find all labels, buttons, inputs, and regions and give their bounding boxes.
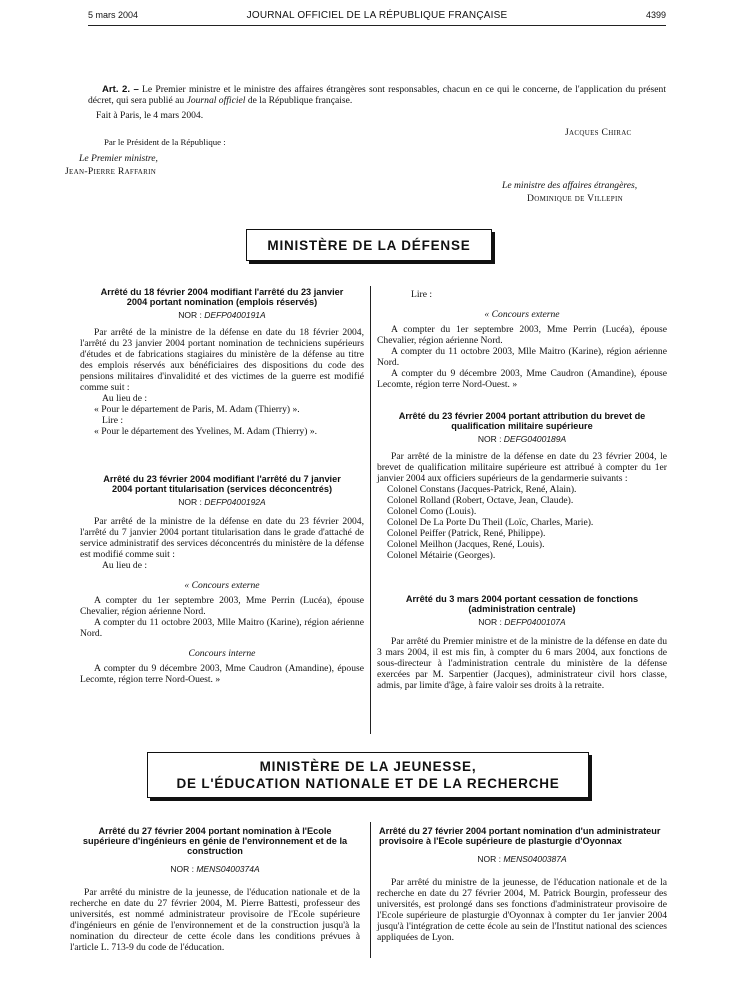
- officer-list-item: Colonel Meilhon (Jacques, René, Louis).: [387, 539, 545, 550]
- entry-perrin: A compter du 1er septembre 2003, Mme Perrin (Lucéa), épouse Chevalier, région aérienne Nord.: [377, 324, 667, 346]
- concours-externe: « Concours externe: [484, 309, 560, 320]
- ministry-defense-banner: [246, 229, 492, 261]
- article-ref: [80, 310, 364, 321]
- ministry-education-line-1: MINISTÈRE DE LA JEUNESSE,: [259, 759, 477, 774]
- officer-list-item: Colonel Como (Louis).: [387, 506, 477, 517]
- ref-label: NOR :: [170, 864, 197, 874]
- ref-label: NOR :: [477, 854, 504, 864]
- article-body: Par arrêté de la ministre de la défense en date du 23 février 2004, le brevet de qualification militaire supérieure est attribué à compter du 1er janvier 2004 aux officiers supérieurs de la gendarmerie suivants :: [377, 451, 667, 484]
- right-article-brevet: [377, 411, 667, 561]
- ministry-defense-title: MINISTÈRE DE LA DÉFENSE: [267, 237, 471, 253]
- concours-interne: Concours interne: [188, 648, 256, 659]
- ref-code: DEFP0400192A: [204, 497, 266, 507]
- right-article-cessation: [377, 594, 667, 691]
- entry-maitro: A compter du 11 octobre 2003, Mlle Maitro (Karine), région aérienne Nord.: [377, 346, 667, 368]
- ref-code: MENS0400374A: [196, 864, 260, 874]
- article-body: Par arrêté de la ministre de la défense en date du 23 février 2004, l'arrêté du 7 janvier 2004 portant titularisation dans le grade d'attaché de service administratif des services déconcentrés du ministère de la défense est modifié comme suit :: [80, 516, 364, 560]
- ministry-education-banner: [147, 752, 589, 798]
- article-body: Par arrêté du ministre de la jeunesse, de l'éducation nationale et de la recherche en date du 27 février 2004, M. Pierre Battesti, professeur des universités, est nommé administrateur provisoire de l'Ecole supérieure d'ingénieurs en génie de l'environnement et de la construction jusqu'à la nomination du directeur de cette école dans les conditions prévues à l'article L. 713-9 du code de l'éducation.: [70, 887, 360, 953]
- article-2-text: Le Premier ministre et le ministre des affaires étrangères sont responsables, chacun en ce qui le concerne, de l'application du présent décret, qui sera publié au: [88, 84, 666, 106]
- article-2-label: Art. 2. –: [102, 84, 139, 95]
- article-title: Arrêté du 3 mars 2004 portant cessation de fonctions (administration centrale): [405, 594, 639, 614]
- pm-title: Le Premier ministre,: [79, 153, 158, 164]
- minister-title: Le ministre des affaires étrangères,: [502, 180, 638, 191]
- entry-caudron: A compter du 9 décembre 2003, Mme Caudron (Amandine), épouse Lecomte, région terre Nord-Ouest. »: [377, 368, 667, 390]
- entry-perrin: A compter du 1er septembre 2003, Mme Perrin (Lucéa), épouse Chevalier, région aérienne Nord.: [80, 595, 364, 617]
- article-title: Arrêté du 18 février 2004 modifiant l'arrêté du 23 janvier 2004 portant nomination (emplois réservés): [100, 287, 344, 307]
- ref-label: NOR :: [178, 310, 205, 320]
- officer-list-item: Colonel Métairie (Georges).: [387, 550, 496, 561]
- article-ref: [80, 497, 364, 508]
- article-ref: [377, 617, 667, 628]
- signer-president: Jacques Chirac: [565, 127, 632, 138]
- header-rule: [88, 25, 666, 26]
- article-2: [88, 84, 666, 106]
- officer-list: [377, 484, 667, 561]
- left-article-1: [80, 287, 364, 437]
- article-title: Arrêté du 27 février 2004 portant nomination à l'Ecole supérieure d'ingénieurs en génie de l'environnement et de la construction: [82, 826, 348, 856]
- lire: Lire :: [102, 415, 124, 426]
- entry-caudron: A compter du 9 décembre 2003, Mme Caudron (Amandine), épouse Lecomte, région terre Nord-Ouest. »: [80, 663, 364, 685]
- header-date: 5 mars 2004: [88, 10, 139, 20]
- done-at: Fait à Paris, le 4 mars 2004.: [96, 110, 204, 121]
- column-divider: [370, 286, 371, 734]
- article-2-journal: Journal officiel: [186, 95, 246, 106]
- concours-externe: « Concours externe: [184, 580, 260, 591]
- au-lieu-de: Au lieu de :: [102, 560, 148, 571]
- officer-list-item: Colonel De La Porte Du Theil (Loïc, Charles, Marie).: [387, 517, 594, 528]
- par-le-president: Par le Président de la République :: [104, 137, 226, 147]
- article-body: Par arrêté du ministre de la jeunesse, de l'éducation nationale et de la recherche en date du 27 février 2004, M. Patrick Bourgin, professeur des universités, est prolongé dans ses fonctions d'administrateur provisoire de l'Ecole supérieure de plasturgie d'Oyonnax à compter du 1er janvier 2004 jusqu'à l'intégration de cette école au sein de l'Institut national des sciences appliquées de Lyon.: [377, 877, 667, 943]
- ref-code: DEFP0400107A: [504, 617, 566, 627]
- line-yvelines: « Pour le département des Yvelines, M. Adam (Thierry) ».: [94, 426, 318, 437]
- ref-code: DEFG0400189A: [503, 434, 567, 444]
- ref-code: DEFP0400191A: [204, 310, 266, 320]
- officer-list-item: Colonel Peiffer (Patrick, René, Philippe).: [387, 528, 546, 539]
- article-title: Arrêté du 23 février 2004 portant attribution du brevet de qualification militaire supérieure: [398, 411, 646, 431]
- ref-label: NOR :: [477, 434, 504, 444]
- minister-name: Dominique de Villepin: [527, 193, 623, 204]
- ref-label: NOR :: [178, 497, 205, 507]
- left-article-2: [80, 474, 364, 685]
- header-page-number: 4399: [645, 10, 666, 20]
- header-title: JOURNAL OFFICIEL DE LA RÉPUBLIQUE FRANÇAISE: [246, 10, 508, 21]
- article-ref: [377, 854, 667, 865]
- lire: Lire :: [411, 289, 433, 300]
- right-continuation: [377, 289, 667, 390]
- left-article-esigec: [70, 826, 360, 953]
- column-divider-2: [370, 822, 371, 958]
- article-title: Arrêté du 23 février 2004 modifiant l'arrêté du 7 janvier 2004 portant titularisation (services déconcentrés): [103, 474, 341, 494]
- article-body: Par arrêté du Premier ministre et de la ministre de la défense en date du 3 mars 2004, il est mis fin, à compter du 6 mars 2004, aux fonctions de sous-directeur à l'administration centrale du ministère de la défense exercées par M. Sarpentier (Jacques), administrateur civil hors classe, admis, par limite d'âge, à faire valoir ses droits à la retraite.: [377, 636, 667, 691]
- officer-list-item: Colonel Constans (Jacques-Patrick, René, Alain).: [387, 484, 577, 495]
- article-title: Arrêté du 27 février 2004 portant nomination d'un administrateur provisoire à l'Ecole supérieure de plasturgie d'Oyonnax: [379, 826, 661, 846]
- page-header: [88, 10, 666, 24]
- ref-code: MENS0400387A: [503, 854, 567, 864]
- line-paris: « Pour le département de Paris, M. Adam (Thierry) ».: [94, 404, 300, 415]
- article-2-text-end: de la République française.: [245, 95, 353, 106]
- ref-label: NOR :: [478, 617, 505, 627]
- article-ref: [377, 434, 667, 445]
- article-ref: [70, 864, 360, 875]
- entry-maitro: A compter du 11 octobre 2003, Mlle Maitro (Karine), région aérienne Nord.: [80, 617, 364, 639]
- ministry-education-line-2: DE L'ÉDUCATION NATIONALE ET DE LA RECHERCHE: [176, 776, 560, 791]
- officer-list-item: Colonel Rolland (Robert, Octave, Jean, Claude).: [387, 495, 574, 506]
- au-lieu-de: Au lieu de :: [102, 393, 148, 404]
- pm-name: Jean-Pierre Raffarin: [65, 166, 157, 177]
- right-article-oyonnax: [377, 826, 667, 943]
- article-body: Par arrêté de la ministre de la défense en date du 18 février 2004, l'arrêté du 23 janvier 2004 portant nomination de techniciens supérieurs d'études et de fabrications stagiaires du ministère de la défense au titre des emplois réservés aux bénéficiaires des dispositions du code des pensions militaires d'invalidité et des victimes de la guerre est modifié comme suit :: [80, 327, 364, 393]
